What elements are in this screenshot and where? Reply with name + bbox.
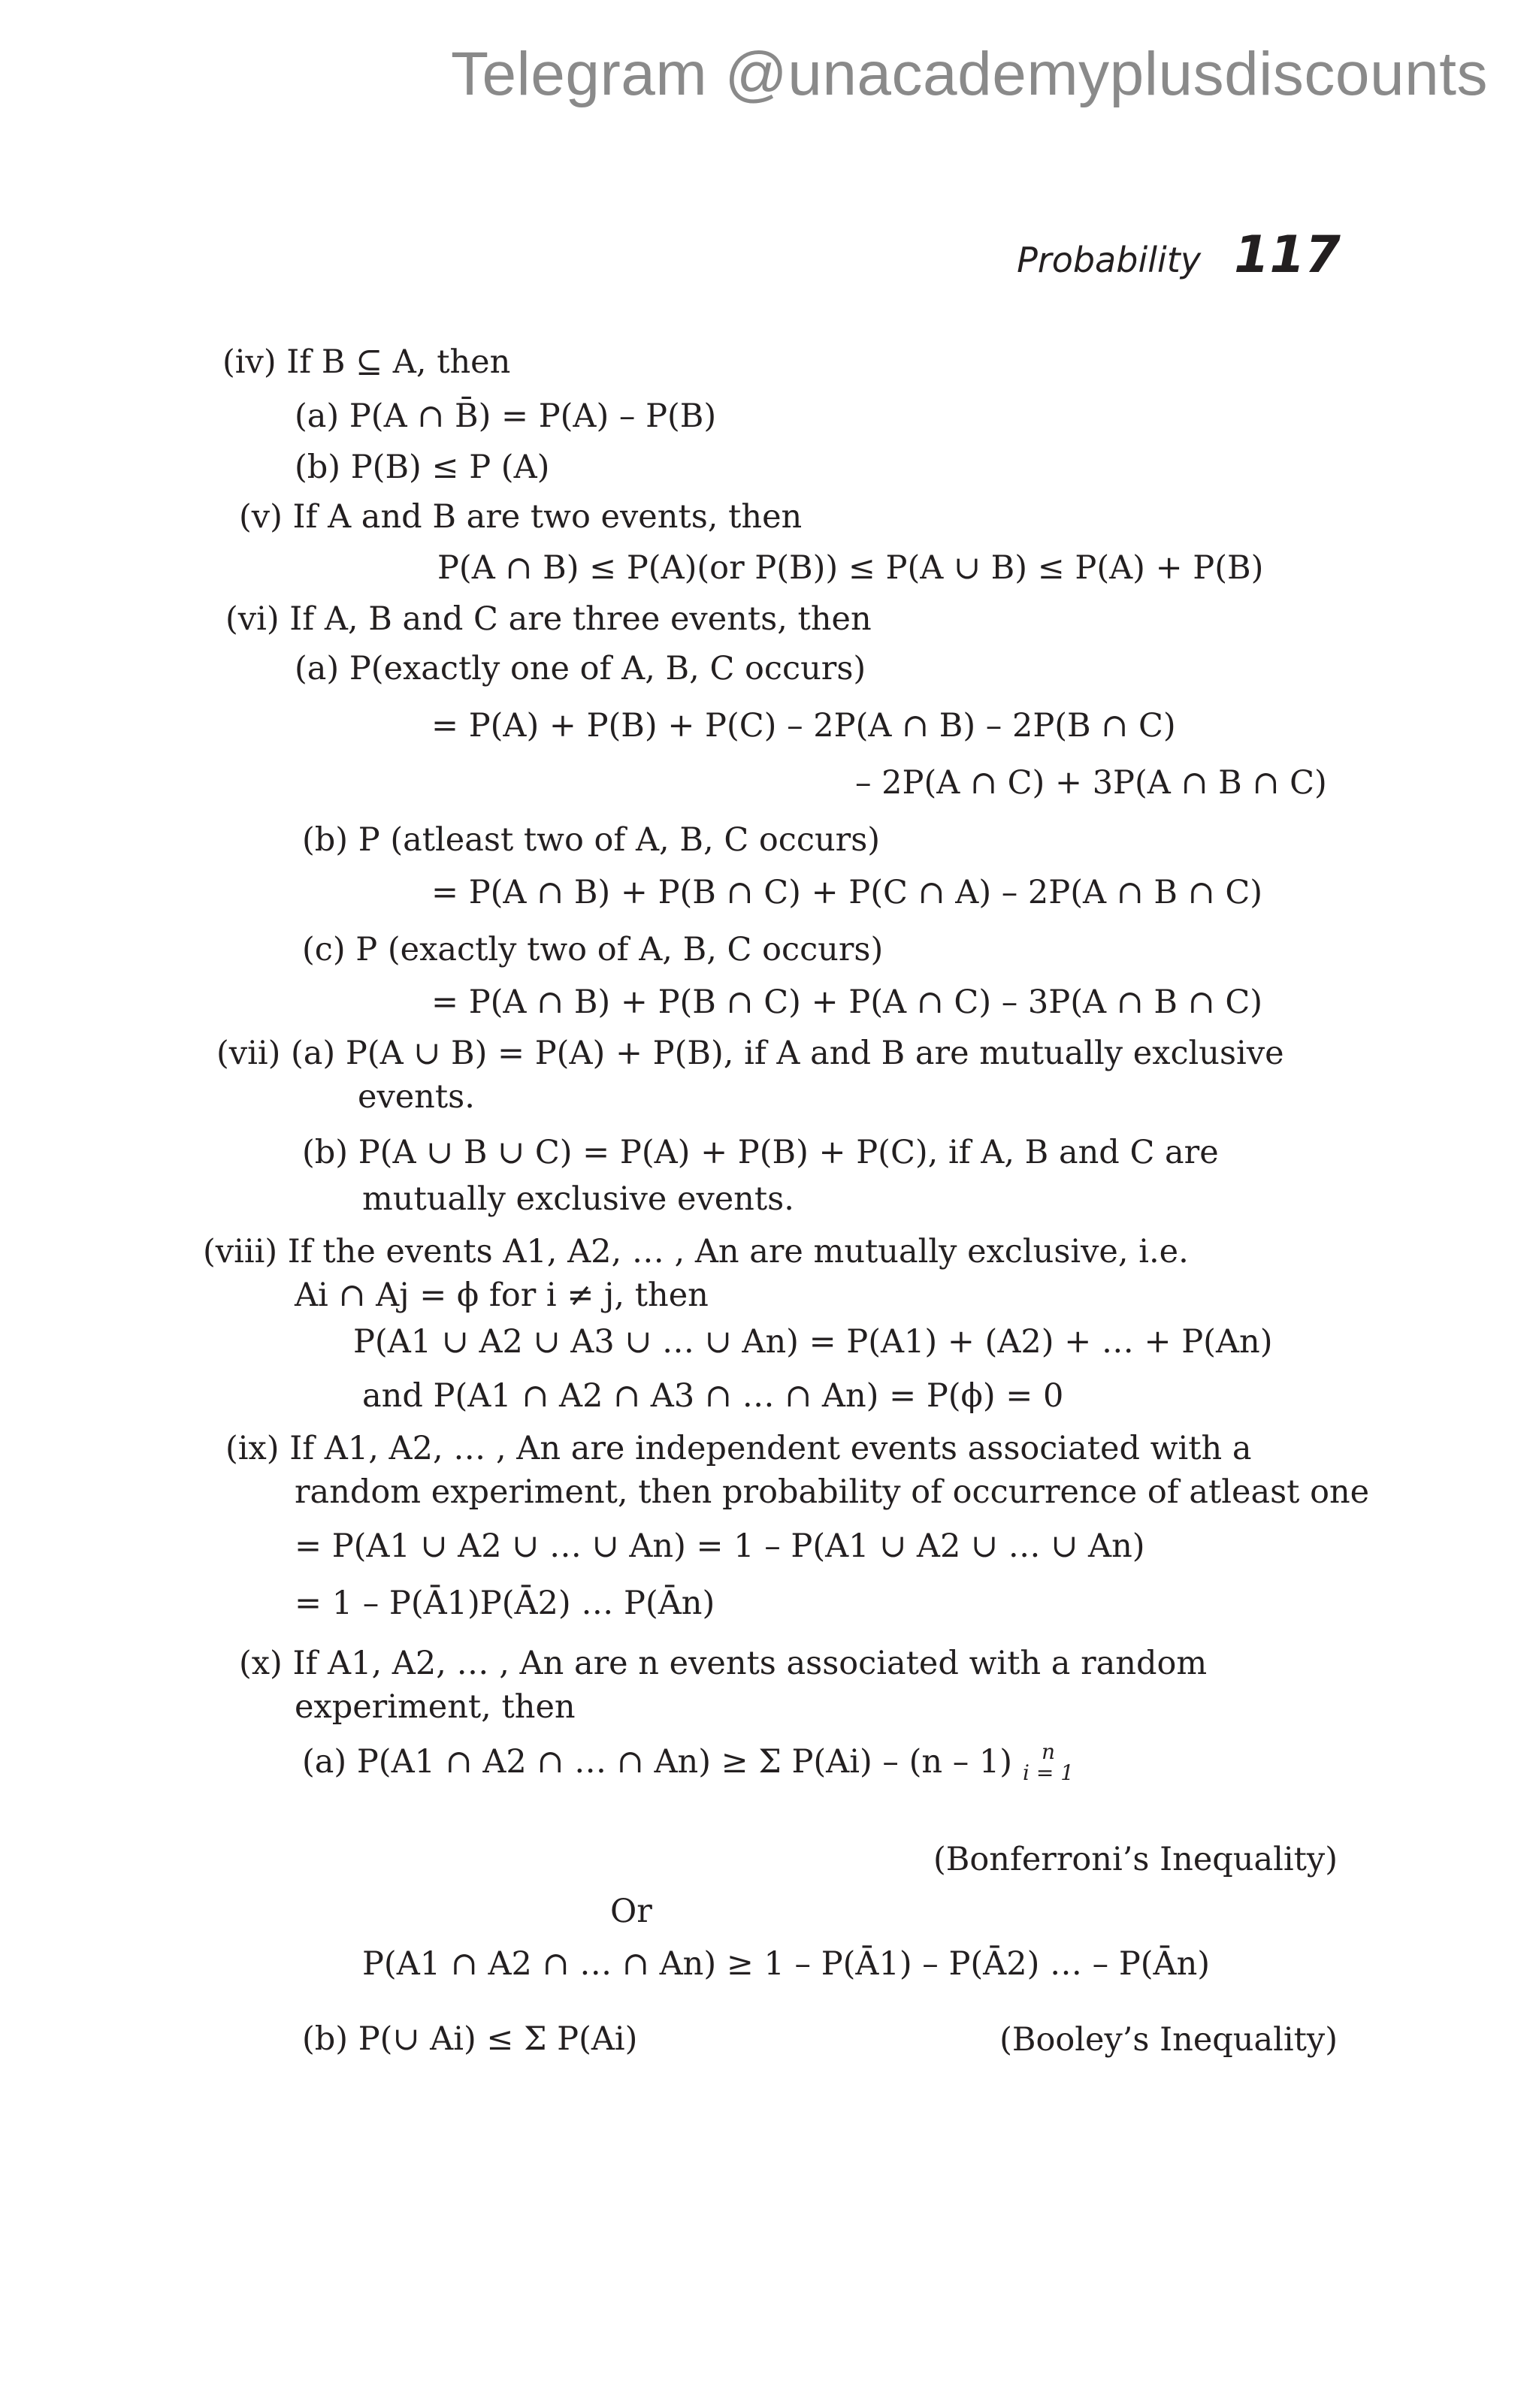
item-viii-line1: (viii) If the events A1, A2, … , An are mutually exclusive, i.e.	[203, 1233, 1189, 1270]
watermark: Telegram @unacademyplusdiscounts	[450, 40, 1488, 108]
item-viii-line2: Ai ∩ Aj = ϕ for i ≠ j, then	[295, 1277, 709, 1314]
bonferroni-label: (Bonferroni’s Inequality)	[933, 1841, 1338, 1878]
item-vi-a: (a) P(exactly one of A, B, C occurs)	[295, 650, 866, 687]
sum-limits	[1023, 1739, 1075, 1785]
running-head	[1017, 225, 1341, 285]
item-x-a-alternative: P(A1 ∩ A2 ∩ … ∩ An) ≥ 1 – P(Ā1) – P(Ā2) … – P(Ān)	[362, 1945, 1211, 1983]
page-number: 117	[1234, 225, 1341, 285]
item-x-line1: (x) If A1, A2, … , An are n events associated with a random	[239, 1645, 1208, 1682]
item-vi-b-eq: = P(A ∩ B) + P(B ∩ C) + P(C ∩ A) – 2P(A ∩ B ∩ C)	[431, 874, 1263, 911]
item-x-a-text: (a) P(A1 ∩ A2 ∩ … ∩ An) ≥ Σ P(Ai) – (n – 1)	[302, 1743, 1013, 1781]
item-x-b-inequality: (b) P(∪ Ai) ≤ Σ P(Ai)	[302, 2020, 638, 2058]
item-ix-eq1: = P(A1 ∪ A2 ∪ … ∪ An) = 1 – P(A1 ∪ A2 ∪ … ∪ An)	[295, 1527, 1145, 1565]
item-iv-b: (b) P(B) ≤ P (A)	[295, 449, 550, 486]
item-vii-b-line2: mutually exclusive events.	[362, 1180, 794, 1218]
section-title: Probability	[1017, 240, 1202, 280]
item-vi-a-eq2: – 2P(A ∩ C) + 3P(A ∩ B ∩ C)	[855, 764, 1327, 802]
or-label: Or	[610, 1893, 652, 1930]
item-x-a-inequality	[302, 1739, 1077, 1785]
item-vii-a-line1: (vii) (a) P(A ∪ B) = P(A) + P(B), if A and B are mutually exclusive	[216, 1035, 1284, 1072]
item-ix-line1: (ix) If A1, A2, … , An are independent events associated with a	[225, 1430, 1252, 1467]
item-viii-intersection-eq: and P(A1 ∩ A2 ∩ A3 ∩ … ∩ An) = P(ϕ) = 0	[362, 1377, 1064, 1415]
booley-label: (Booley’s Inequality)	[999, 2021, 1338, 2059]
item-vi-b: (b) P (atleast two of A, B, C occurs)	[302, 821, 881, 859]
item-ix-line2: random experiment, then probability of occurrence of atleast one	[295, 1473, 1370, 1511]
item-iv-heading: (iv) If B ⊆ A, then	[222, 343, 511, 381]
item-v-heading: (v) If A and B are two events, then	[239, 498, 803, 536]
item-vi-c: (c) P (exactly two of A, B, C occurs)	[302, 931, 884, 968]
item-x-line2: experiment, then	[295, 1688, 576, 1726]
item-vi-heading: (vi) If A, B and C are three events, then	[225, 600, 872, 638]
item-vii-a-line2: events.	[358, 1078, 475, 1116]
item-v-equation: P(A ∩ B) ≤ P(A)(or P(B)) ≤ P(A ∪ B) ≤ P(A) + P(B)	[437, 549, 1264, 587]
item-vii-b-line1: (b) P(A ∪ B ∪ C) = P(A) + P(B) + P(C), if A, B and C are	[302, 1134, 1219, 1171]
sum-lower-limit: i = 1	[1023, 1760, 1075, 1785]
item-viii-union-eq: P(A1 ∪ A2 ∪ A3 ∪ … ∪ An) = P(A1) + (A2) + … + P(An)	[353, 1323, 1273, 1361]
sum-upper-limit: n	[1042, 1739, 1056, 1764]
item-vi-a-eq1: = P(A) + P(B) + P(C) – 2P(A ∩ B) – 2P(B ∩ C)	[431, 707, 1176, 745]
item-vi-c-eq: = P(A ∩ B) + P(B ∩ C) + P(A ∩ C) – 3P(A ∩ B ∩ C)	[431, 983, 1263, 1021]
item-ix-eq2: = 1 – P(Ā1)P(Ā2) … P(Ān)	[295, 1585, 715, 1622]
item-iv-a: (a) P(A ∩ B̄) = P(A) – P(B)	[295, 397, 717, 435]
